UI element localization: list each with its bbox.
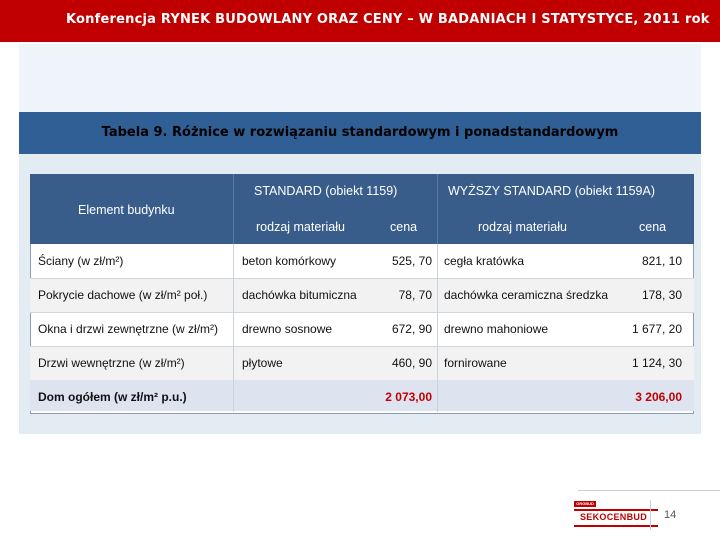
- cell-std-material: płytowe: [242, 356, 283, 370]
- column-divider: [437, 244, 438, 412]
- logo-band: [574, 509, 658, 527]
- header-higher-standard: WYŻSZY STANDARD (obiekt 1159A): [448, 184, 656, 198]
- header-divider: [233, 174, 234, 244]
- cell-hi-price: 1 124, 30: [631, 356, 682, 370]
- cell-element: Drzwi wewnętrzne (w zł/m²): [38, 356, 185, 370]
- cell-element: Okna i drzwi zewnętrzne (w zł/m²): [38, 322, 219, 336]
- conference-banner: [0, 0, 720, 42]
- table-row: [30, 313, 694, 346]
- table-row: [30, 347, 694, 380]
- cell-hi-material: fornirowane: [444, 356, 507, 370]
- cell-std-price: 78, 70: [398, 288, 432, 302]
- conference-title: Konferencja RYNEK BUDOWLANY ORAZ CENY – W BADANIACH I STATYSTYCE, 2011 rok: [66, 12, 710, 27]
- table-header: [30, 174, 694, 244]
- column-divider: [233, 244, 234, 412]
- cell-hi-price: 178, 30: [641, 288, 682, 302]
- table-title-bar: [19, 112, 701, 154]
- header-standard: STANDARD (obiekt 1159): [254, 184, 398, 198]
- table-row: [30, 279, 694, 312]
- header-std-material: rodzaj materiału: [256, 220, 345, 234]
- cell-hi-material: drewno mahoniowe: [444, 322, 549, 336]
- cell-element: Pokrycie dachowe (w zł/m² poł.): [38, 288, 208, 302]
- footer-line: [578, 490, 720, 491]
- cell-std-material: drewno sosnowe: [242, 322, 333, 336]
- cell-std-material: dachówka bitumiczna: [242, 288, 357, 302]
- cell-std-price: 525, 70: [391, 254, 432, 268]
- page-number: 14: [664, 509, 677, 521]
- cell-std-price: 672, 90: [391, 322, 432, 336]
- table-total-row: [30, 380, 694, 411]
- cell-element: Ściany (w zł/m²): [38, 254, 124, 268]
- footer-divider: [650, 500, 651, 530]
- cell-hi-price: 821, 10: [641, 254, 682, 268]
- table-title: Tabela 9. Różnice w rozwiązaniu standardowym i ponadstandardowym: [101, 125, 619, 140]
- table-row: [30, 245, 694, 278]
- header-hi-material: rodzaj materiału: [478, 220, 567, 234]
- cell-total-std-price: 2 073,00: [385, 390, 432, 404]
- header-std-price: cena: [390, 220, 418, 234]
- cell-hi-material: dachówka ceramiczna średzka: [444, 288, 609, 302]
- cell-hi-price: 1 677, 20: [631, 322, 682, 336]
- header-divider: [437, 174, 438, 244]
- cell-std-material: beton komórkowy: [242, 254, 337, 268]
- cell-std-price: 460, 90: [391, 356, 432, 370]
- logo-text: SEKOCENBUD: [580, 512, 648, 522]
- header-hi-price: cena: [639, 220, 667, 234]
- cell-total-label: Dom ogółem (w zł/m² p.u.): [38, 390, 187, 404]
- cell-hi-material: cegła kratówka: [444, 254, 525, 268]
- header-element: Element budynku: [78, 203, 175, 217]
- logo-tag: ORGBUD: [574, 501, 596, 507]
- cell-total-hi-price: 3 206,00: [635, 390, 682, 404]
